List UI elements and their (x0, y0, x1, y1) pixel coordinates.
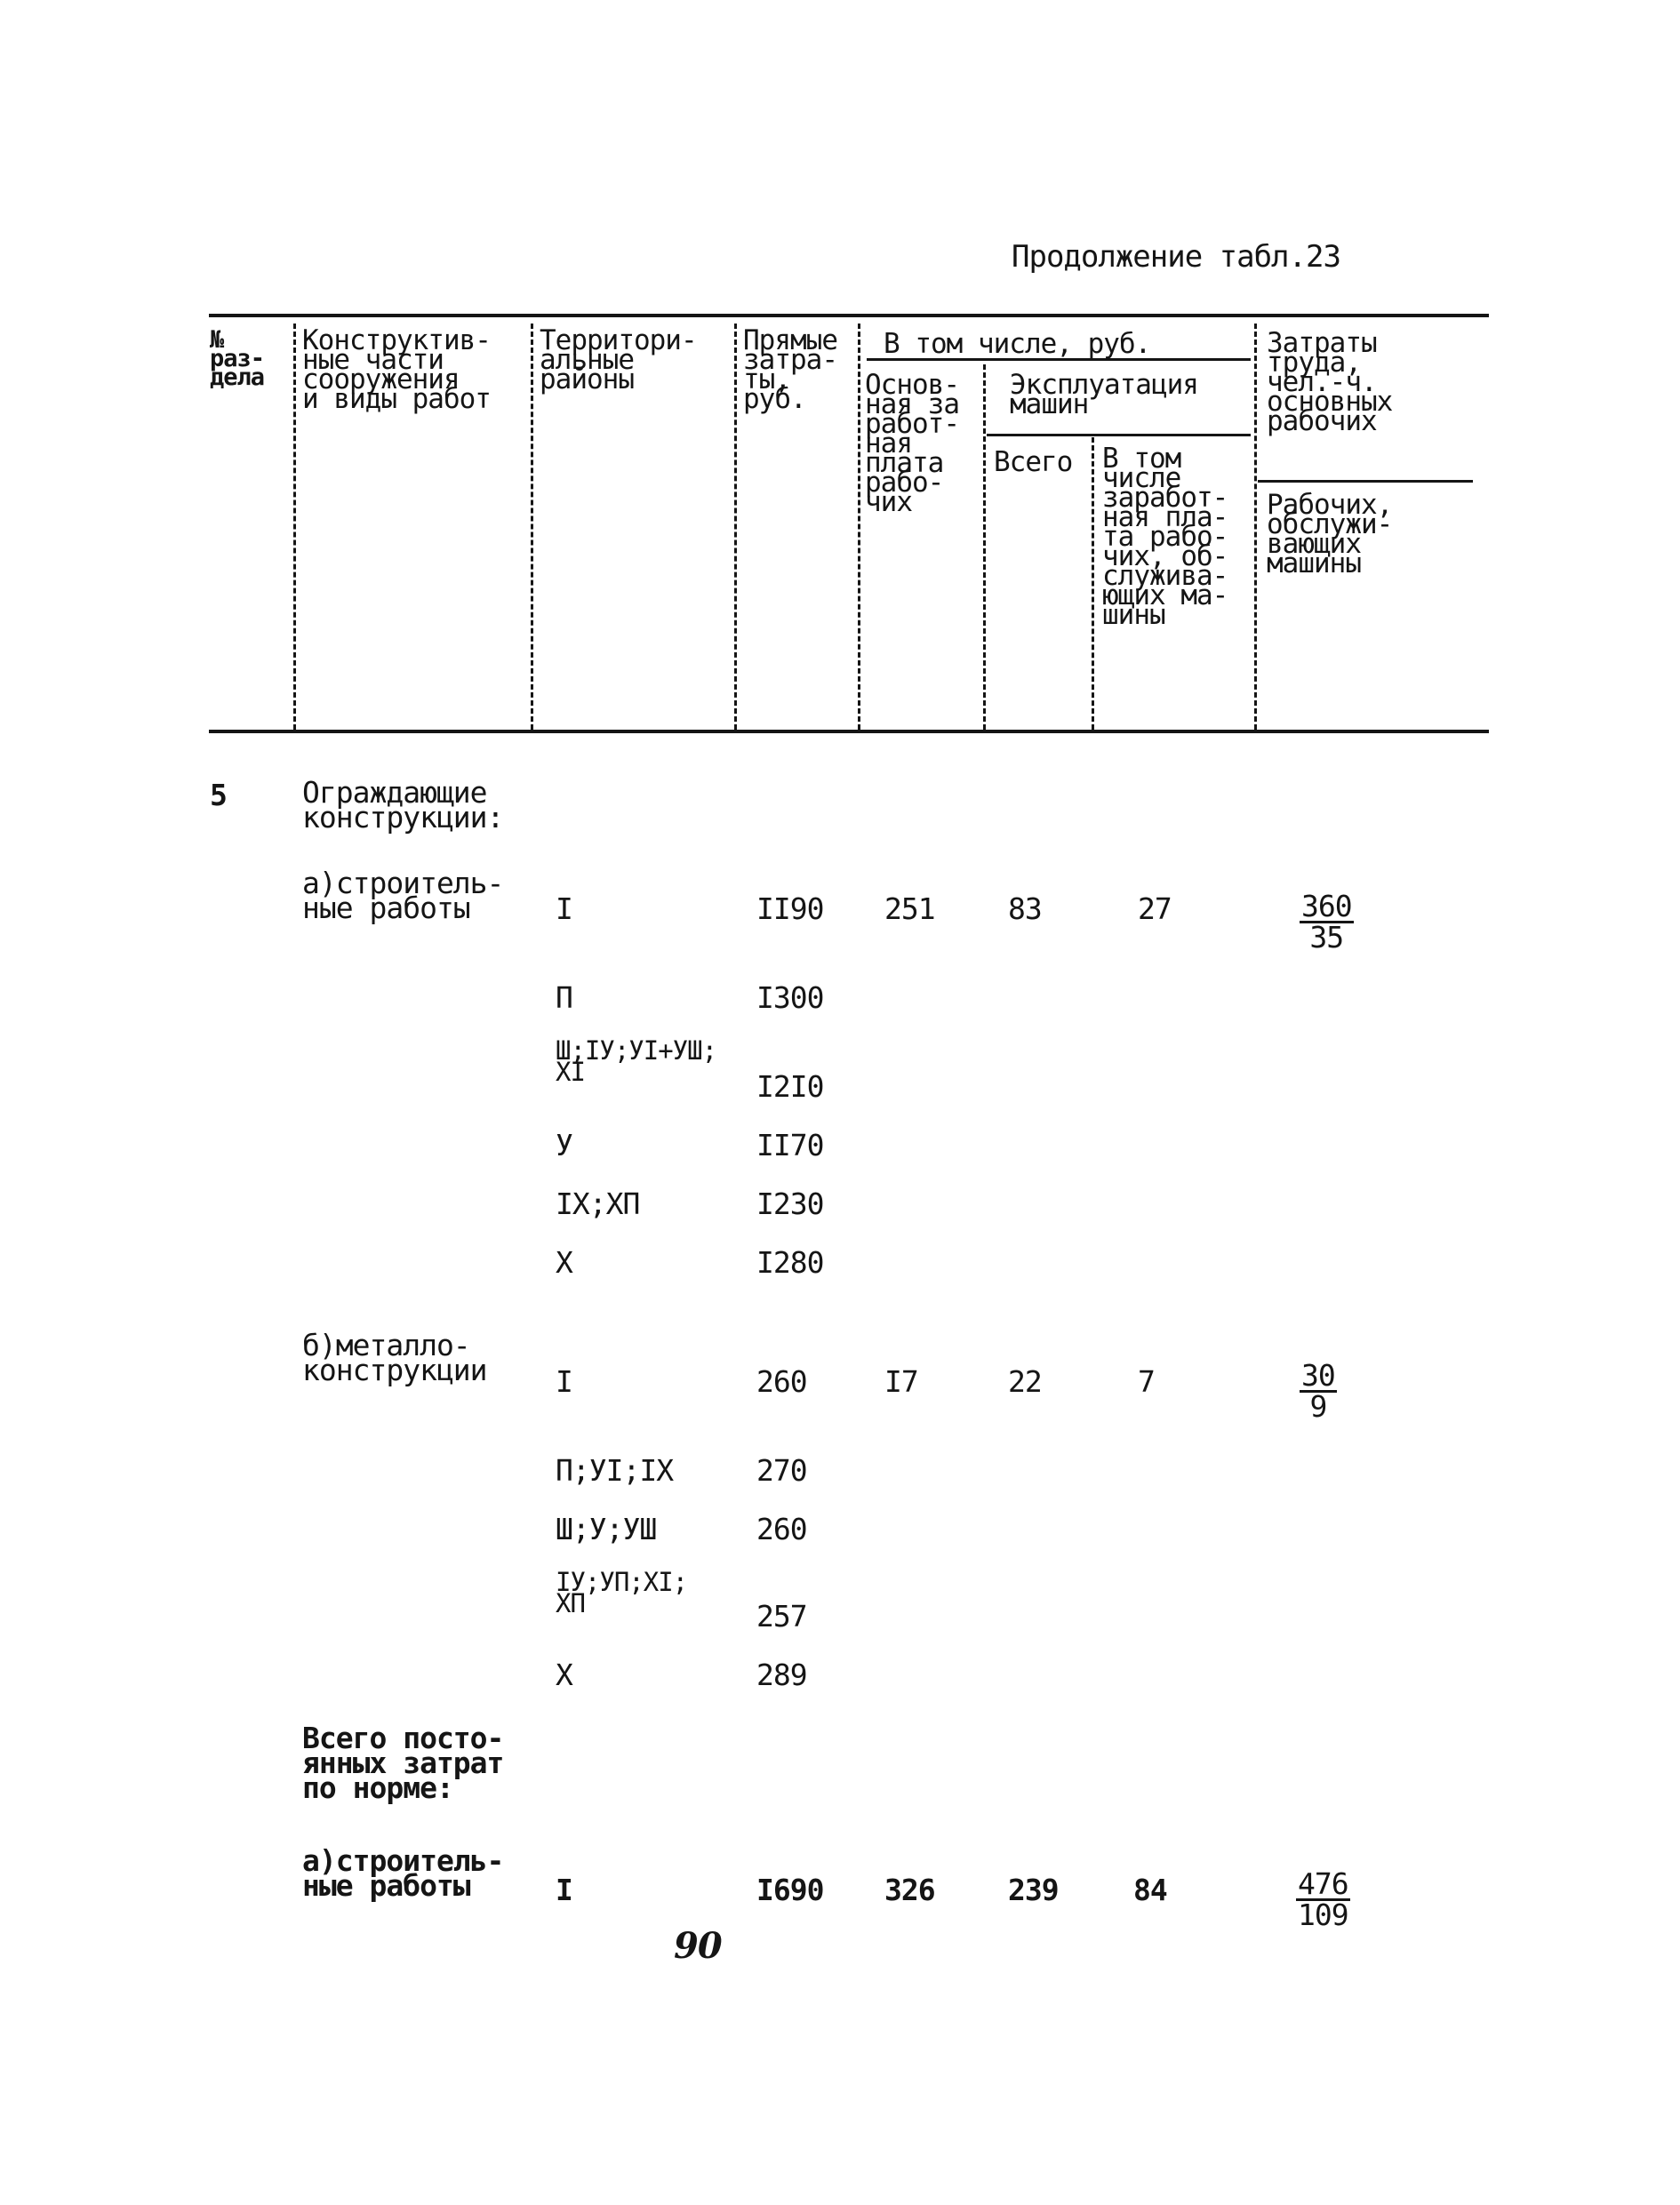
region-cell: X (556, 1245, 572, 1280)
region-cell: IX;XП (556, 1186, 640, 1221)
header-direct-costs: Прямые затра- ты, руб. (743, 324, 837, 415)
region-cell: У (556, 1128, 572, 1162)
column-separator (1092, 437, 1094, 730)
totals-label: Всего посто- янных затрат по норме: (302, 1721, 504, 1805)
direct-cost-cell: I2I0 (756, 1069, 824, 1104)
column-separator (734, 324, 737, 730)
continuation-title: Продолжение табл.23 (1012, 239, 1340, 275)
direct-cost-cell: I280 (756, 1245, 824, 1280)
labor-numerator: 360 (1301, 889, 1352, 923)
region-cell: I (556, 1364, 572, 1399)
header-machine-workers: Рабочих, обслужи- вающих машины (1267, 489, 1393, 579)
labor-denominator: 9 (1309, 1389, 1327, 1424)
table-top-rule (209, 314, 1489, 317)
labor-fraction (1300, 1358, 1337, 1424)
direct-cost-cell: II70 (756, 1128, 824, 1162)
column-separator (858, 324, 860, 730)
labor-numerator: 476 (1298, 1866, 1348, 1901)
header-section-number: № раз- дела (210, 326, 265, 391)
region-cell: I (556, 891, 572, 926)
direct-cost-cell: I690 (756, 1873, 824, 1907)
machine-wage-cell: 84 (1133, 1873, 1167, 1907)
subheader-rule (1258, 480, 1473, 483)
region-cell: Ш;У;УШ (556, 1512, 657, 1546)
direct-cost-cell: I230 (756, 1186, 824, 1221)
section-title: Ограждающие конструкции: (302, 775, 504, 835)
header-base-wage: Основ- ная за работ- ная плата рабо- чих (865, 369, 959, 518)
base-wage-cell: 326 (884, 1873, 935, 1907)
header-structural-parts: Конструктив- ные части сооружения и виды работ (302, 324, 491, 415)
region-cell: П (556, 980, 572, 1015)
region-cell: Ш;IУ;УI+УШ; XI (556, 1035, 717, 1087)
labor-denominator: 35 (1309, 920, 1344, 955)
direct-cost-cell: 260 (756, 1364, 807, 1399)
labor-denominator: 109 (1298, 1897, 1348, 1932)
base-wage-cell: I7 (884, 1364, 918, 1399)
machine-wage-cell: 27 (1138, 891, 1172, 926)
column-separator (293, 324, 296, 730)
page-number: 90 (674, 1925, 722, 1967)
base-wage-cell: 251 (884, 891, 935, 926)
labor-fraction (1296, 1866, 1350, 1932)
direct-cost-cell: 289 (756, 1658, 807, 1692)
direct-cost-cell: I300 (756, 980, 824, 1015)
section-number: 5 (210, 778, 227, 812)
header-machine-operation: Эксплуатация машин (1010, 369, 1198, 420)
direct-cost-cell: 257 (756, 1599, 807, 1634)
header-including-rub: В том числе, руб. (884, 328, 1151, 360)
subheader-rule (987, 434, 1251, 436)
column-separator (983, 364, 986, 730)
group-a-label: а)строитель- ные работы (302, 866, 504, 925)
machine-total-cell: 22 (1008, 1364, 1042, 1399)
table-header-bottom-rule (209, 730, 1489, 733)
direct-cost-cell: 270 (756, 1453, 807, 1488)
region-cell: П;УI;IX (556, 1453, 674, 1488)
direct-cost-cell: II90 (756, 891, 824, 926)
machine-total-cell: 239 (1008, 1873, 1059, 1907)
header-machine-total: Всего (994, 446, 1073, 478)
direct-cost-cell: 260 (756, 1512, 807, 1546)
column-separator (531, 324, 533, 730)
header-labor-costs: Затраты труда, чел.-ч. основных рабочих (1267, 327, 1393, 437)
labor-numerator: 30 (1301, 1358, 1335, 1393)
header-machine-wage: В том числе заработ- ная пла- та рабо- чих, об- служива- ющих ма- шины (1102, 443, 1228, 631)
column-separator (1254, 324, 1257, 730)
region-cell: I (556, 1873, 572, 1907)
header-territorial-regions: Территори- альные районы (540, 324, 697, 395)
labor-fraction (1300, 889, 1354, 955)
machine-total-cell: 83 (1008, 891, 1042, 926)
group-b-label: б)металло- конструкции (302, 1328, 487, 1387)
totals-group-a-label: а)строитель- ные работы (302, 1843, 504, 1903)
region-cell: X (556, 1658, 572, 1692)
region-cell: IУ;УП;XI; XП (556, 1567, 688, 1618)
machine-wage-cell: 7 (1138, 1364, 1155, 1399)
